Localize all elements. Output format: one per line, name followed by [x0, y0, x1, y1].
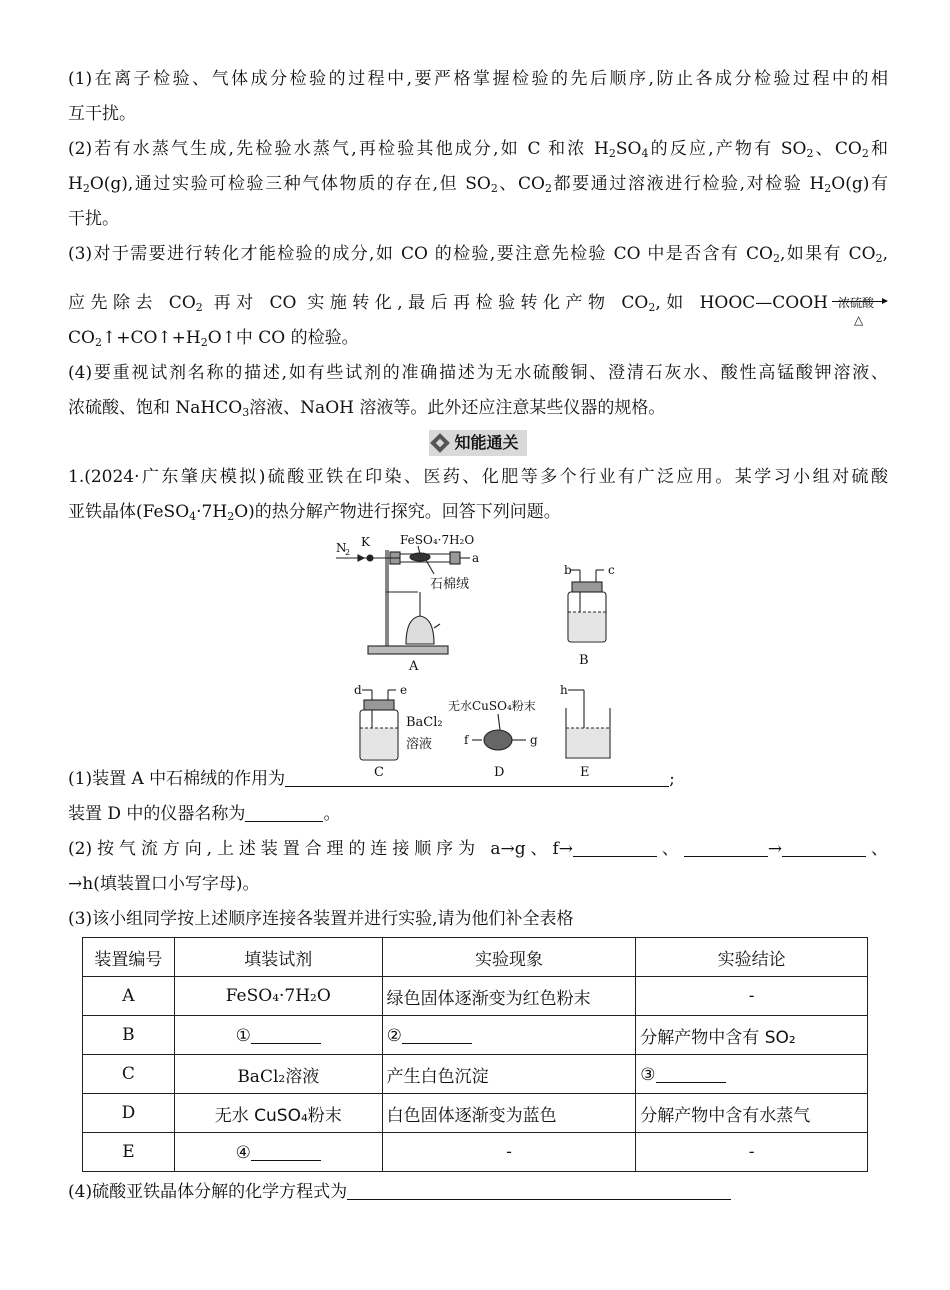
results-table: [82, 937, 868, 1172]
svg-text:BaCl₂: BaCl₂: [406, 715, 443, 730]
svg-text:a: a: [472, 551, 480, 565]
para-3-end: $CO_2↑+CO↑+H_2O↑$中 CO 的检验。: [68, 328, 359, 349]
svg-text:E: E: [580, 765, 590, 780]
blank-table-1[interactable]: [251, 1025, 321, 1044]
svg-text:石棉绒: 石棉绒: [430, 577, 470, 592]
para-3: (3)对于需要进行转化才能检验的成分,如 CO 的检验,要注意先检验 CO 中是否含有 $CO_2$,如果有 $CO_2$,: [68, 244, 888, 265]
table-cell: -: [636, 977, 868, 1016]
blank-q1a[interactable]: [285, 768, 669, 787]
q3-line: (3)该小组同学按上述顺序连接各装置并进行实验,请为他们补全表格: [68, 909, 574, 929]
para-2: (2)若有水蒸气生成,先检验水蒸气,再检验其他成分,如 C 和浓 $H_2SO_4$的反应,产物有 $SO_2$、$CO_2$和: [68, 139, 888, 160]
svg-text:h: h: [560, 683, 568, 697]
table-row: [83, 1055, 868, 1094]
question-intro: 1.(2024·广东肇庆模拟)硫酸亚铁在印染、医药、化肥等多个行业有广泛应用。某学习小组对硫酸: [68, 467, 888, 487]
apparatus-b: [564, 563, 615, 668]
svg-text:C: C: [374, 765, 384, 780]
blank-q2-3[interactable]: [782, 838, 866, 857]
table-cell: ④: [174, 1133, 382, 1172]
svg-text:e: e: [400, 683, 408, 697]
blank-table-3[interactable]: [656, 1064, 726, 1083]
svg-text:D: D: [494, 765, 505, 780]
q1-line2: 装置 D 中的仪器名称为 。: [68, 804, 341, 824]
table-cell: ②: [382, 1016, 636, 1055]
table-cell: -: [382, 1133, 636, 1172]
diamond-icon: [431, 433, 451, 453]
svg-text:f: f: [464, 733, 469, 747]
table-cell: 绿色固体逐渐变为红色粉末: [382, 977, 636, 1016]
table-cell: ③: [636, 1055, 868, 1094]
table-cell: FeSO₄·7H₂O: [174, 977, 382, 1016]
para-2-cont: $H_2O(g)$,通过实验可检验三种气体物质的存在,但 $SO_2$、$CO_2$都要通过溶液进行检验,对检验 $H_2O(g)$有: [68, 174, 888, 195]
table-cell: -: [636, 1133, 868, 1172]
para-4: (4)要重视试剂名称的描述,如有些试剂的准确描述为无水硫酸铜、澄清石灰水、酸性高锰酸钾溶液、: [68, 363, 888, 383]
table-wrap: [68, 937, 888, 1175]
table-header-row: [83, 938, 868, 977]
blank-q4[interactable]: [347, 1181, 731, 1200]
para-1-cont: 互干扰。: [68, 104, 136, 124]
svg-text:c: c: [608, 563, 615, 577]
blank-q1b[interactable]: [245, 803, 323, 822]
q4-line: (4)硫酸亚铁晶体分解的化学方程式为: [68, 1175, 888, 1210]
svg-text:K: K: [361, 535, 370, 549]
blank-q2-2[interactable]: [684, 838, 768, 857]
svg-text:d: d: [354, 683, 362, 697]
para-3-cont: 应先除去 $CO_2$ 再对 CO 实施转化,最后再检验转化产物 $CO_2$,如 HOOC—COOH 浓硫酸 △: [68, 286, 888, 321]
svg-text:溶液: 溶液: [406, 737, 433, 752]
svg-text:N: N: [336, 541, 347, 555]
table-cell: 分解产物中含有 SO₂: [636, 1016, 868, 1055]
header-cell: 实验结论: [636, 938, 868, 977]
svg-text:FeSO₄·7H₂O: FeSO₄·7H₂O: [400, 533, 475, 547]
table-row: [83, 1133, 868, 1172]
table-row: [83, 1094, 868, 1133]
table-cell: BaCl₂溶液: [174, 1055, 382, 1094]
table-cell: B: [83, 1016, 175, 1055]
page: [68, 62, 888, 1210]
section-heading: 知能通关: [68, 430, 888, 456]
table-cell: 无水 CuSO₄粉末: [174, 1094, 382, 1133]
q2-line2: →h(填装置口小写字母)。: [68, 874, 260, 894]
svg-text:无水CuSO₄粉末: 无水CuSO₄粉末: [448, 699, 536, 713]
q1-line1: (1)装置 A 中石棉绒的作用为 ;: [68, 769, 675, 789]
blank-table-2[interactable]: [402, 1025, 472, 1044]
header-cell: 装置编号: [83, 938, 175, 977]
para-4-cont: 浓硫酸、饱和 NaHCO$_3$溶液、NaOH 溶液等。此外还应注意某些仪器的规格。: [68, 398, 666, 419]
para-1: (1)在离子检验、气体成分检验的过程中,要严格掌握检验的先后顺序,防止各成分检验过程中的相: [68, 69, 888, 89]
svg-text:2: 2: [345, 548, 351, 557]
table-cell: ①: [174, 1016, 382, 1055]
table-cell: 白色固体逐渐变为蓝色: [382, 1094, 636, 1133]
reaction-arrow: 浓硫酸 △: [832, 286, 888, 316]
svg-text:g: g: [530, 733, 538, 747]
table-row: [83, 1016, 868, 1055]
q2-line1: (2)按气流方向,上述装置合理的连接顺序为 a→g、f→ 、 → 、: [68, 839, 889, 859]
header-cell: 填装试剂: [174, 938, 382, 977]
svg-text:b: b: [564, 563, 572, 577]
table-row: [83, 977, 868, 1016]
table-cell: E: [83, 1133, 175, 1172]
svg-text:B: B: [579, 653, 589, 668]
table-cell: 产生白色沉淀: [382, 1055, 636, 1094]
svg-text:A: A: [409, 659, 419, 674]
blank-table-4[interactable]: [251, 1142, 321, 1161]
table-cell: 分解产物中含有水蒸气: [636, 1094, 868, 1133]
header-cell: 实验现象: [382, 938, 636, 977]
table-cell: A: [83, 977, 175, 1016]
question-intro-cont: 亚铁晶体$(FeSO_4\cdot 7H_2O)$的热分解产物进行探究。回答下列问题。: [68, 502, 561, 523]
apparatus-a: [336, 533, 479, 674]
table-cell: D: [83, 1094, 175, 1133]
blank-q2-1[interactable]: [573, 838, 657, 857]
para-2-end: 干扰。: [68, 209, 119, 229]
table-cell: C: [83, 1055, 175, 1094]
